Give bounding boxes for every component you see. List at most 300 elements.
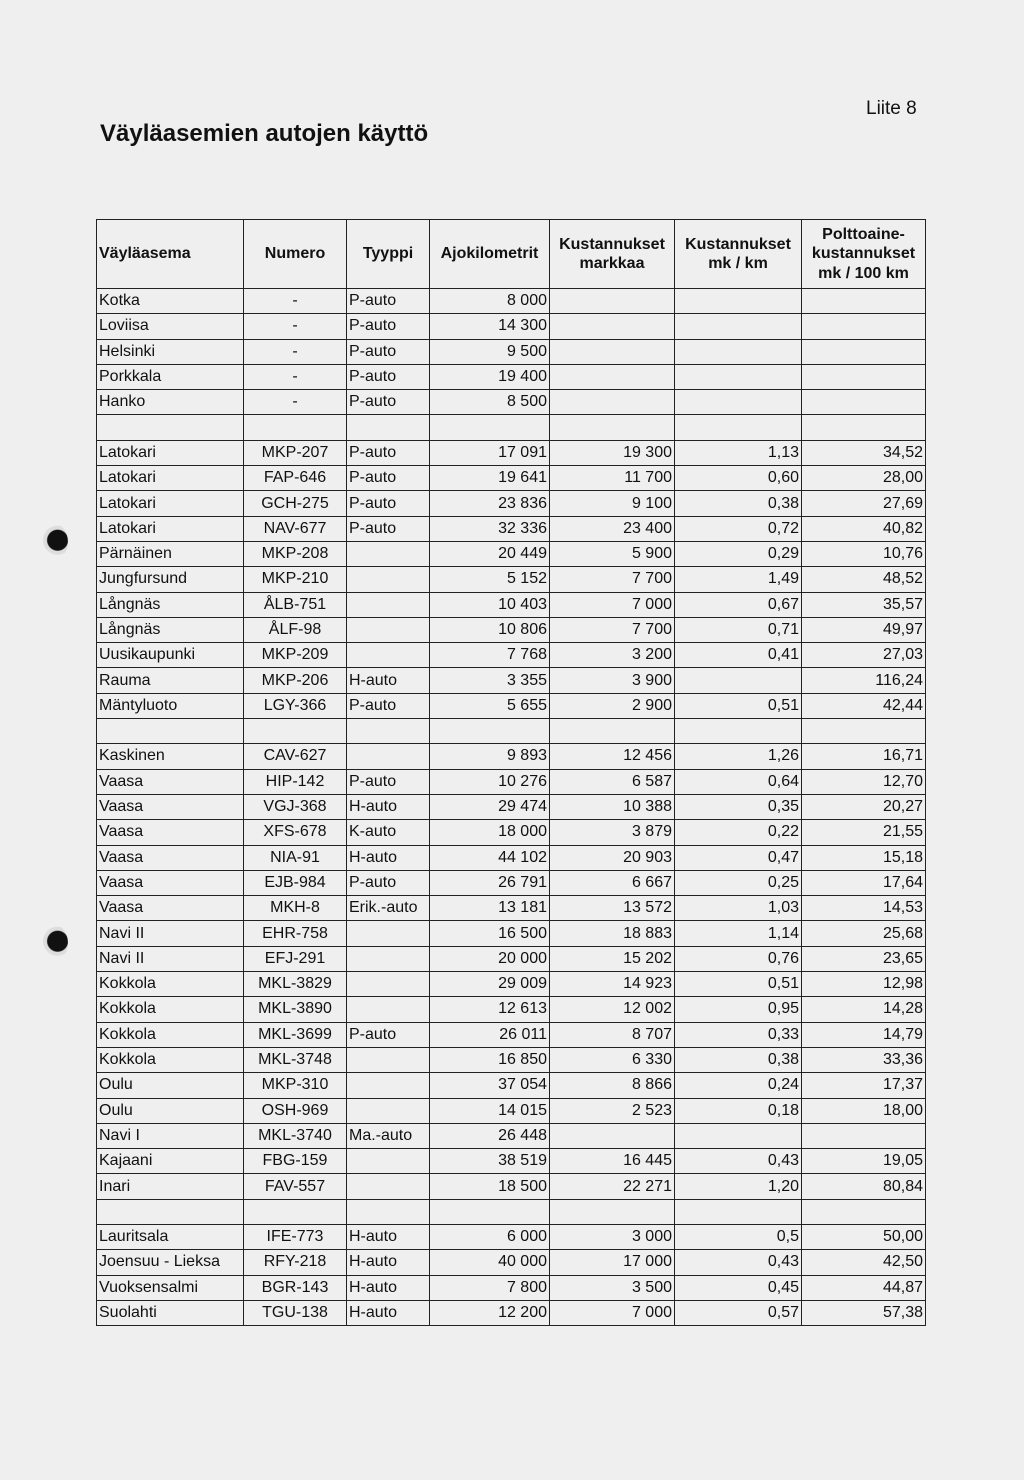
empty-cell: [430, 719, 550, 744]
km-cell: 8 500: [430, 390, 550, 415]
table-row: [97, 1098, 926, 1123]
fuel-cost-cell: 14,53: [802, 896, 926, 921]
cost-mk-cell: 6 330: [550, 1047, 675, 1072]
cost-mk-cell: 7 700: [550, 617, 675, 642]
empty-cell: [347, 1199, 430, 1224]
punch-hole-upper: [42, 524, 68, 560]
table-row: [97, 921, 926, 946]
type-cell: P-auto: [347, 339, 430, 364]
type-cell: H-auto: [347, 1300, 430, 1325]
cost-per-km-cell: [675, 314, 802, 339]
cost-per-km-cell: [675, 289, 802, 314]
fuel-cost-cell: 27,03: [802, 643, 926, 668]
table-row: [97, 972, 926, 997]
fuel-cost-cell: 42,50: [802, 1250, 926, 1275]
header-type: Tyyppi: [347, 220, 430, 289]
cost-per-km-cell: 1,20: [675, 1174, 802, 1199]
fuel-cost-cell: 50,00: [802, 1224, 926, 1249]
km-cell: 20 449: [430, 541, 550, 566]
number-cell: -: [244, 390, 347, 415]
number-cell: MKP-210: [244, 567, 347, 592]
fuel-cost-cell: 14,79: [802, 1022, 926, 1047]
cost-per-km-cell: 0,41: [675, 643, 802, 668]
type-cell: H-auto: [347, 1250, 430, 1275]
cost-mk-cell: 10 388: [550, 794, 675, 819]
cost-mk-cell: 6 667: [550, 870, 675, 895]
table-row: [97, 1224, 926, 1249]
km-cell: 40 000: [430, 1250, 550, 1275]
number-cell: LGY-366: [244, 693, 347, 718]
cost-mk-cell: 3 900: [550, 668, 675, 693]
type-cell: [347, 1149, 430, 1174]
fuel-cost-cell: 14,28: [802, 997, 926, 1022]
km-cell: 13 181: [430, 896, 550, 921]
fuel-cost-cell: [802, 289, 926, 314]
km-cell: 26 011: [430, 1022, 550, 1047]
cost-per-km-cell: 0,45: [675, 1275, 802, 1300]
km-cell: 9 500: [430, 339, 550, 364]
station-cell: Kokkola: [97, 1047, 244, 1072]
cost-per-km-cell: 0,95: [675, 997, 802, 1022]
km-cell: 10 276: [430, 769, 550, 794]
number-cell: -: [244, 289, 347, 314]
number-cell: EFJ-291: [244, 946, 347, 971]
table-row: [97, 617, 926, 642]
fuel-cost-cell: 34,52: [802, 440, 926, 465]
station-cell: Vaasa: [97, 845, 244, 870]
station-cell: Navi I: [97, 1123, 244, 1148]
appendix-label: Liite 8: [866, 98, 917, 119]
km-cell: 18 500: [430, 1174, 550, 1199]
table-row: [97, 491, 926, 516]
cost-per-km-cell: 0,43: [675, 1149, 802, 1174]
station-cell: Navi II: [97, 921, 244, 946]
table-row: [97, 997, 926, 1022]
km-cell: 29 009: [430, 972, 550, 997]
number-cell: NAV-677: [244, 516, 347, 541]
station-cell: Lauritsala: [97, 1224, 244, 1249]
number-cell: -: [244, 339, 347, 364]
station-cell: Suolahti: [97, 1300, 244, 1325]
empty-cell: [550, 415, 675, 440]
fuel-cost-cell: 116,24: [802, 668, 926, 693]
type-cell: [347, 946, 430, 971]
type-cell: P-auto: [347, 314, 430, 339]
cost-mk-cell: [550, 364, 675, 389]
type-cell: H-auto: [347, 845, 430, 870]
table-row: [97, 567, 926, 592]
number-cell: TGU-138: [244, 1300, 347, 1325]
fuel-cost-cell: 80,84: [802, 1174, 926, 1199]
cost-mk-cell: 5 900: [550, 541, 675, 566]
cost-per-km-cell: 0,71: [675, 617, 802, 642]
number-cell: OSH-969: [244, 1098, 347, 1123]
empty-cell: [550, 719, 675, 744]
fuel-cost-cell: [802, 1123, 926, 1148]
table-header-row: [97, 220, 926, 289]
cost-per-km-cell: 0,38: [675, 1047, 802, 1072]
header-cost-per-km: Kustannukset mk / km: [675, 220, 802, 289]
table-row: [97, 643, 926, 668]
station-cell: Vaasa: [97, 769, 244, 794]
cost-per-km-cell: 0,67: [675, 592, 802, 617]
cost-per-km-cell: 0,35: [675, 794, 802, 819]
number-cell: -: [244, 314, 347, 339]
fuel-cost-cell: 17,64: [802, 870, 926, 895]
cost-mk-cell: [550, 289, 675, 314]
cost-mk-cell: 6 587: [550, 769, 675, 794]
number-cell: FAV-557: [244, 1174, 347, 1199]
empty-cell: [97, 1199, 244, 1224]
table-row: [97, 668, 926, 693]
cost-per-km-cell: 0,51: [675, 972, 802, 997]
station-cell: Kokkola: [97, 997, 244, 1022]
fuel-cost-cell: [802, 339, 926, 364]
type-cell: P-auto: [347, 466, 430, 491]
header-cost-mk: Kustannukset markkaa: [550, 220, 675, 289]
table-row: [97, 820, 926, 845]
cost-per-km-cell: 0,5: [675, 1224, 802, 1249]
cost-per-km-cell: [675, 668, 802, 693]
fuel-cost-cell: 49,97: [802, 617, 926, 642]
station-cell: Navi II: [97, 946, 244, 971]
fuel-cost-cell: 16,71: [802, 744, 926, 769]
header-km: Ajokilometrit: [430, 220, 550, 289]
km-cell: 3 355: [430, 668, 550, 693]
station-cell: Rauma: [97, 668, 244, 693]
empty-cell: [675, 1199, 802, 1224]
number-cell: XFS-678: [244, 820, 347, 845]
page-title: Väyläasemien autojen käyttö: [100, 120, 429, 147]
cost-mk-cell: 23 400: [550, 516, 675, 541]
station-cell: Långnäs: [97, 617, 244, 642]
fuel-cost-cell: 44,87: [802, 1275, 926, 1300]
table-row: [97, 794, 926, 819]
number-cell: MKP-207: [244, 440, 347, 465]
table-row: [97, 516, 926, 541]
cost-per-km-cell: 1,03: [675, 896, 802, 921]
cost-mk-cell: 16 445: [550, 1149, 675, 1174]
number-cell: NIA-91: [244, 845, 347, 870]
table-row: [97, 744, 926, 769]
cost-per-km-cell: [675, 390, 802, 415]
cost-mk-cell: 19 300: [550, 440, 675, 465]
number-cell: FBG-159: [244, 1149, 347, 1174]
station-cell: Latokari: [97, 466, 244, 491]
cost-mk-cell: 7 000: [550, 592, 675, 617]
station-cell: Jungfursund: [97, 567, 244, 592]
type-cell: H-auto: [347, 794, 430, 819]
separator-row: [97, 415, 926, 440]
empty-cell: [97, 719, 244, 744]
km-cell: 6 000: [430, 1224, 550, 1249]
cost-mk-cell: 2 900: [550, 693, 675, 718]
empty-cell: [550, 1199, 675, 1224]
station-cell: Kokkola: [97, 972, 244, 997]
fuel-cost-cell: 12,98: [802, 972, 926, 997]
station-cell: Porkkala: [97, 364, 244, 389]
type-cell: [347, 744, 430, 769]
empty-cell: [244, 1199, 347, 1224]
cost-per-km-cell: 1,14: [675, 921, 802, 946]
station-cell: Vaasa: [97, 870, 244, 895]
table-row: [97, 390, 926, 415]
station-cell: Kaskinen: [97, 744, 244, 769]
empty-cell: [802, 1199, 926, 1224]
station-cell: Uusikaupunki: [97, 643, 244, 668]
station-cell: Vaasa: [97, 896, 244, 921]
type-cell: [347, 1047, 430, 1072]
cost-mk-cell: 15 202: [550, 946, 675, 971]
empty-cell: [347, 719, 430, 744]
number-cell: MKP-209: [244, 643, 347, 668]
cost-mk-cell: 17 000: [550, 1250, 675, 1275]
number-cell: RFY-218: [244, 1250, 347, 1275]
km-cell: 10 403: [430, 592, 550, 617]
cost-mk-cell: [550, 1123, 675, 1148]
type-cell: H-auto: [347, 1275, 430, 1300]
km-cell: 12 200: [430, 1300, 550, 1325]
km-cell: 18 000: [430, 820, 550, 845]
km-cell: 29 474: [430, 794, 550, 819]
type-cell: P-auto: [347, 1022, 430, 1047]
cost-mk-cell: 9 100: [550, 491, 675, 516]
number-cell: HIP-142: [244, 769, 347, 794]
fuel-cost-cell: 10,76: [802, 541, 926, 566]
km-cell: 32 336: [430, 516, 550, 541]
cost-mk-cell: 3 200: [550, 643, 675, 668]
cost-per-km-cell: [675, 1123, 802, 1148]
station-cell: Helsinki: [97, 339, 244, 364]
fuel-cost-cell: 28,00: [802, 466, 926, 491]
header-station: Väyläasema: [97, 220, 244, 289]
cost-per-km-cell: 0,25: [675, 870, 802, 895]
type-cell: P-auto: [347, 870, 430, 895]
cost-mk-cell: 12 456: [550, 744, 675, 769]
cost-per-km-cell: 1,26: [675, 744, 802, 769]
fuel-cost-cell: 20,27: [802, 794, 926, 819]
empty-cell: [97, 415, 244, 440]
type-cell: P-auto: [347, 440, 430, 465]
cost-mk-cell: 12 002: [550, 997, 675, 1022]
station-cell: Inari: [97, 1174, 244, 1199]
table-row: [97, 440, 926, 465]
cost-per-km-cell: 0,33: [675, 1022, 802, 1047]
empty-cell: [430, 415, 550, 440]
cost-per-km-cell: 1,49: [675, 567, 802, 592]
number-cell: MKP-208: [244, 541, 347, 566]
empty-cell: [244, 719, 347, 744]
station-cell: Joensuu - Lieksa: [97, 1250, 244, 1275]
km-cell: 5 655: [430, 693, 550, 718]
station-cell: Pärnäinen: [97, 541, 244, 566]
cost-mk-cell: 18 883: [550, 921, 675, 946]
vehicle-usage-table: [96, 219, 926, 1326]
fuel-cost-cell: 15,18: [802, 845, 926, 870]
empty-cell: [802, 719, 926, 744]
number-cell: GCH-275: [244, 491, 347, 516]
station-cell: Mäntyluoto: [97, 693, 244, 718]
number-cell: CAV-627: [244, 744, 347, 769]
cost-per-km-cell: 0,18: [675, 1098, 802, 1123]
fuel-cost-cell: 40,82: [802, 516, 926, 541]
empty-cell: [675, 415, 802, 440]
cost-mk-cell: [550, 339, 675, 364]
type-cell: K-auto: [347, 820, 430, 845]
table-row: [97, 693, 926, 718]
table-row: [97, 946, 926, 971]
table-row: [97, 289, 926, 314]
number-cell: -: [244, 364, 347, 389]
fuel-cost-cell: [802, 314, 926, 339]
station-cell: Kotka: [97, 289, 244, 314]
cost-mk-cell: 22 271: [550, 1174, 675, 1199]
type-cell: [347, 643, 430, 668]
number-cell: FAP-646: [244, 466, 347, 491]
table-row: [97, 1149, 926, 1174]
number-cell: IFE-773: [244, 1224, 347, 1249]
cost-mk-cell: 13 572: [550, 896, 675, 921]
table-row: [97, 769, 926, 794]
fuel-cost-cell: 25,68: [802, 921, 926, 946]
fuel-cost-cell: 27,69: [802, 491, 926, 516]
cost-mk-cell: 3 500: [550, 1275, 675, 1300]
number-cell: ÅLF-98: [244, 617, 347, 642]
type-cell: [347, 972, 430, 997]
cost-mk-cell: 14 923: [550, 972, 675, 997]
separator-row: [97, 719, 926, 744]
table-row: [97, 1123, 926, 1148]
fuel-cost-cell: 33,36: [802, 1047, 926, 1072]
cost-mk-cell: 3 000: [550, 1224, 675, 1249]
station-cell: Vaasa: [97, 820, 244, 845]
km-cell: 20 000: [430, 946, 550, 971]
km-cell: 10 806: [430, 617, 550, 642]
cost-per-km-cell: [675, 364, 802, 389]
station-cell: Vaasa: [97, 794, 244, 819]
station-cell: Långnäs: [97, 592, 244, 617]
type-cell: P-auto: [347, 491, 430, 516]
km-cell: 7 768: [430, 643, 550, 668]
cost-mk-cell: [550, 390, 675, 415]
km-cell: 12 613: [430, 997, 550, 1022]
km-cell: 17 091: [430, 440, 550, 465]
empty-cell: [675, 719, 802, 744]
cost-per-km-cell: 0,76: [675, 946, 802, 971]
fuel-cost-cell: 19,05: [802, 1149, 926, 1174]
fuel-cost-cell: 57,38: [802, 1300, 926, 1325]
cost-mk-cell: 3 879: [550, 820, 675, 845]
number-cell: BGR-143: [244, 1275, 347, 1300]
table-row: [97, 845, 926, 870]
punch-hole-lower: [42, 925, 68, 961]
type-cell: P-auto: [347, 769, 430, 794]
type-cell: P-auto: [347, 693, 430, 718]
table-row: [97, 870, 926, 895]
cost-per-km-cell: 0,38: [675, 491, 802, 516]
station-cell: Loviisa: [97, 314, 244, 339]
table-row: [97, 314, 926, 339]
type-cell: Erik.-auto: [347, 896, 430, 921]
cost-per-km-cell: [675, 339, 802, 364]
km-cell: 7 800: [430, 1275, 550, 1300]
type-cell: H-auto: [347, 1224, 430, 1249]
km-cell: 14 015: [430, 1098, 550, 1123]
type-cell: P-auto: [347, 516, 430, 541]
fuel-cost-cell: 17,37: [802, 1073, 926, 1098]
km-cell: 14 300: [430, 314, 550, 339]
table-row: [97, 339, 926, 364]
fuel-cost-cell: 42,44: [802, 693, 926, 718]
station-cell: Kokkola: [97, 1022, 244, 1047]
table-row: [97, 1073, 926, 1098]
table-body: [97, 289, 926, 1326]
type-cell: Ma.-auto: [347, 1123, 430, 1148]
fuel-cost-cell: 12,70: [802, 769, 926, 794]
type-cell: [347, 997, 430, 1022]
cost-per-km-cell: 0,60: [675, 466, 802, 491]
km-cell: 19 400: [430, 364, 550, 389]
cost-mk-cell: [550, 314, 675, 339]
number-cell: VGJ-368: [244, 794, 347, 819]
empty-cell: [347, 415, 430, 440]
table-row: [97, 1275, 926, 1300]
type-cell: [347, 1073, 430, 1098]
type-cell: P-auto: [347, 289, 430, 314]
header-fuel-cost: Polttoaine-kustannukset mk / 100 km: [802, 220, 926, 289]
cost-per-km-cell: 0,72: [675, 516, 802, 541]
number-cell: MKP-206: [244, 668, 347, 693]
station-cell: Latokari: [97, 440, 244, 465]
km-cell: 19 641: [430, 466, 550, 491]
km-cell: 26 448: [430, 1123, 550, 1148]
km-cell: 16 850: [430, 1047, 550, 1072]
number-cell: MKH-8: [244, 896, 347, 921]
empty-cell: [802, 415, 926, 440]
type-cell: P-auto: [347, 390, 430, 415]
fuel-cost-cell: 18,00: [802, 1098, 926, 1123]
number-cell: MKL-3748: [244, 1047, 347, 1072]
table-row: [97, 896, 926, 921]
cost-per-km-cell: 0,57: [675, 1300, 802, 1325]
cost-per-km-cell: 0,47: [675, 845, 802, 870]
table-row: [97, 1047, 926, 1072]
km-cell: 16 500: [430, 921, 550, 946]
table-row: [97, 592, 926, 617]
table-row: [97, 541, 926, 566]
km-cell: 26 791: [430, 870, 550, 895]
separator-row: [97, 1199, 926, 1224]
fuel-cost-cell: 21,55: [802, 820, 926, 845]
cost-mk-cell: 7 700: [550, 567, 675, 592]
number-cell: MKL-3699: [244, 1022, 347, 1047]
type-cell: [347, 541, 430, 566]
station-cell: Kajaani: [97, 1149, 244, 1174]
type-cell: [347, 1098, 430, 1123]
type-cell: [347, 921, 430, 946]
station-cell: Oulu: [97, 1098, 244, 1123]
table-row: [97, 1022, 926, 1047]
type-cell: [347, 567, 430, 592]
table-row: [97, 364, 926, 389]
fuel-cost-cell: 35,57: [802, 592, 926, 617]
station-cell: Oulu: [97, 1073, 244, 1098]
table-row: [97, 1250, 926, 1275]
table-row: [97, 1174, 926, 1199]
type-cell: H-auto: [347, 668, 430, 693]
type-cell: P-auto: [347, 364, 430, 389]
cost-per-km-cell: 1,13: [675, 440, 802, 465]
